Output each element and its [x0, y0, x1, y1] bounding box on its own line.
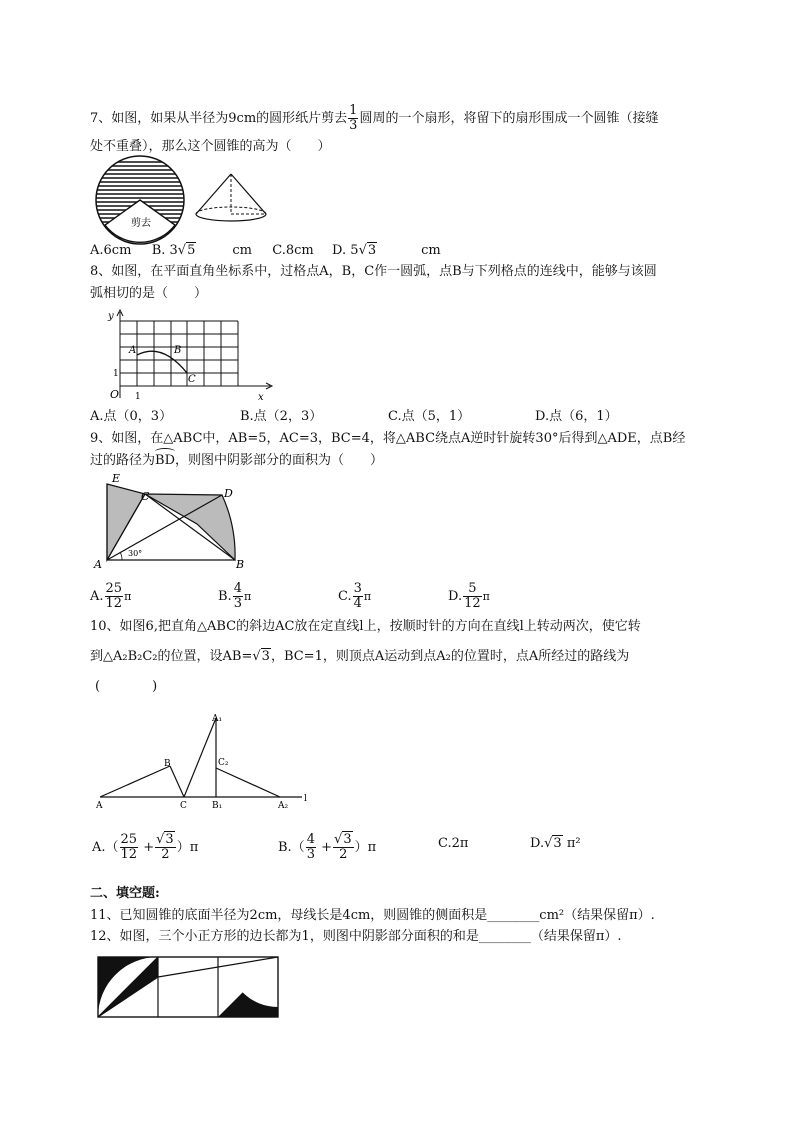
line-l-label: l	[304, 794, 307, 804]
point-e-label: E	[112, 472, 121, 485]
q9-option-c[interactable]: C. $\frac{3}{4}$ π	[338, 581, 372, 611]
x-axis-label: x	[258, 392, 264, 403]
q10-line3: ( )	[95, 679, 158, 694]
q10-option-b[interactable]: B.（ $\frac{4}{3}$ + $\frac{√3}{2}$ ）π	[278, 832, 377, 862]
q10-figure	[92, 710, 322, 815]
q7-line2: 处不重叠），那么这个圆锥的高为（ ）	[90, 139, 331, 154]
point-b1-label: B₁	[212, 801, 223, 811]
q9-option-a[interactable]: A. $\frac{25}{12}$ π	[90, 581, 132, 611]
q7-figure-circle	[95, 160, 185, 240]
q8-line1: 8、如图，在平面直角坐标系中，过格点A，B，C作一圆弧，点B与下列格点的连线中，能够与该圆	[90, 264, 657, 279]
q7-line1: 7、如图，如果从半径为9cm的圆形纸片剪去 $\frac{1}{3}$ 圆周的一个扇形，将留下的扇形围成一个圆锥（接缝	[90, 103, 659, 133]
point-a1-label: A₁	[212, 714, 223, 724]
point-b-label: B	[174, 345, 182, 356]
q7-fraction: $\frac{1}{3}$	[349, 103, 358, 133]
origin-label: O	[110, 388, 120, 401]
q9-line2: 过的路径为 BD，则图中阴影部分的面积为（ ）	[90, 452, 383, 470]
q10-line1: 10、如图6,把直角△ABC的斜边AC放在定直线l上，按顺时针的方向在直线l上转动两次，使它转	[90, 619, 641, 634]
point-a-label: A	[96, 801, 103, 811]
q7-option-a[interactable]: A.6cm	[90, 243, 132, 258]
q9-line1: 9、如图，在△ABC中，AB=5，AC=3，BC=4，将△ABC绕点A逆时针旋转30°后得到△ADE，点B经	[90, 431, 686, 446]
q7-options	[90, 242, 441, 260]
q10-option-a[interactable]: A.（ $\frac{25}{12}$ + $\frac{√3}{2}$ ）π	[92, 832, 199, 862]
section2-title: 二、填空题:	[90, 886, 160, 901]
x-tick-one: 1	[135, 392, 141, 402]
point-a2-label: A₂	[278, 801, 289, 811]
q8-option-a[interactable]: A.点（0，3）	[90, 409, 173, 424]
arc-bd-label: BD	[155, 453, 175, 468]
q7-option-d[interactable]: D. 5√3 cm	[332, 243, 441, 258]
point-d-label: D	[224, 487, 233, 500]
q8-grid-graph	[100, 308, 280, 403]
q8-option-c[interactable]: C.点（5，1）	[388, 409, 471, 424]
point-c2-label: C₂	[218, 758, 229, 768]
q12-figure	[96, 955, 280, 1019]
q8-option-b[interactable]: B.点（2，3）	[240, 409, 323, 424]
q10-option-c[interactable]: C.2π	[438, 836, 469, 851]
point-b-label: B	[236, 558, 245, 571]
q7-option-b[interactable]: B. 3√5 cm	[151, 243, 252, 258]
q7-figure-cone	[192, 170, 272, 230]
q7-cut-label: 剪去	[131, 218, 151, 229]
q8-line2: 弧相切的是（ ）	[90, 286, 208, 301]
q9-option-b[interactable]: B. $\frac{4}{3}$ π	[218, 581, 252, 611]
point-a-label: A	[129, 345, 137, 356]
point-c-label: C	[180, 801, 187, 811]
q10-option-d[interactable]: D.√3 π²	[530, 836, 581, 851]
y-tick-one: 1	[113, 369, 119, 379]
angle-label: 30°	[128, 549, 143, 558]
q10-line2: 到△A₂B₂C₂的位置，设AB=√3，BC=1，则顶点A运动到点A₂的位置时，点A所经过的路线为	[90, 649, 630, 664]
point-c-label: C	[141, 490, 150, 503]
y-axis-label: y	[108, 311, 114, 322]
point-c-label: C	[188, 374, 196, 385]
point-a-label: A	[94, 558, 102, 571]
q8-option-d[interactable]: D.点（6，1）	[535, 409, 618, 424]
q7-option-c[interactable]: C.8cm	[272, 243, 314, 258]
q11-text: 11、已知圆锥的底面半径为2cm，母线长是4cm，则圆锥的侧面积是________cm²（结果保留π）.	[90, 908, 655, 923]
q9-figure	[92, 472, 252, 572]
q12-text: 12、如图，三个小正方形的边长都为1，则图中阴影部分面积的和是________（结果保留π）.	[90, 929, 622, 944]
point-b-label: B	[164, 759, 171, 769]
q9-option-d[interactable]: D. $\frac{5}{12}$ π	[448, 581, 490, 611]
